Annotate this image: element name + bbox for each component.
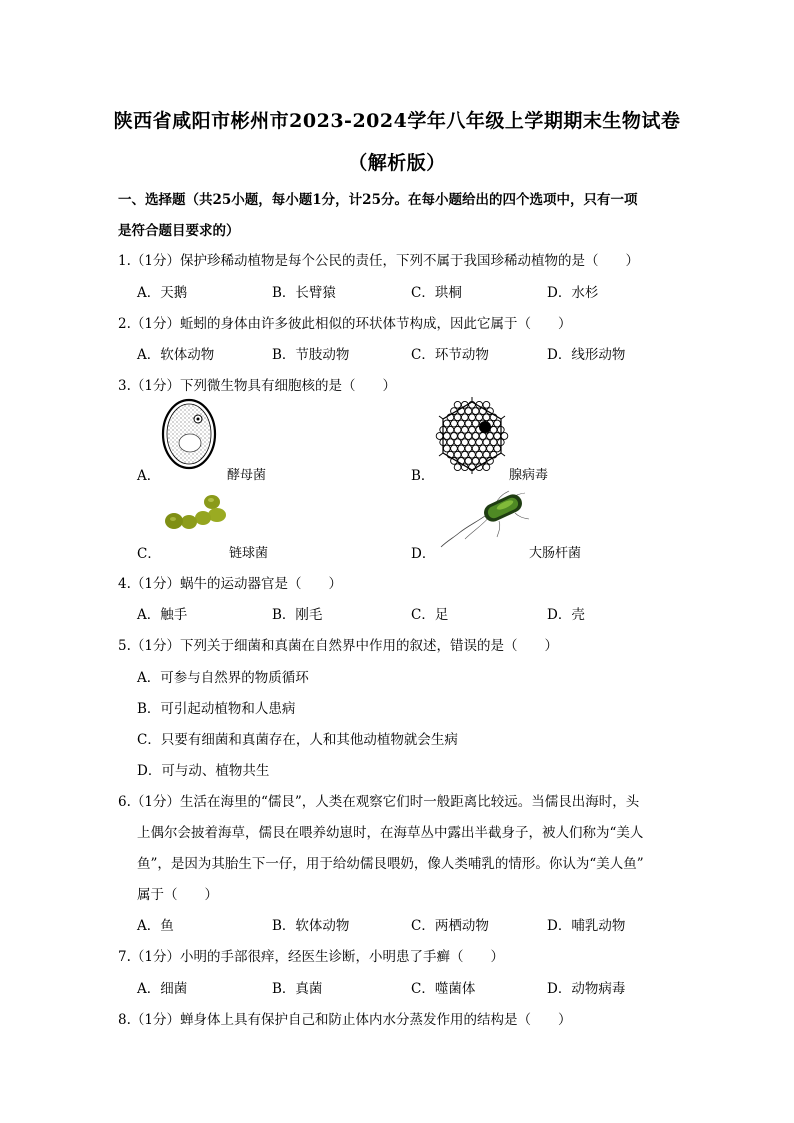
question-5-stem: 5.（1分）下列关于细菌和真菌在自然界中作用的叙述，错误的是（ ） bbox=[118, 638, 558, 654]
question-1-stem: 1.（1分）保护珍稀动植物是每个公民的责任，下列不属于我国珍稀动植物的是（ ） bbox=[118, 253, 639, 269]
q2-option-d[interactable]: D．线形动物 bbox=[547, 347, 626, 363]
capsomere bbox=[461, 451, 468, 458]
capsomere bbox=[436, 433, 443, 440]
q3-option-b[interactable]: B． bbox=[411, 468, 435, 484]
capsomere bbox=[454, 451, 461, 458]
capsomere bbox=[451, 445, 458, 452]
question-3-stem: 3.（1分）下列微生物具有细胞核的是（ ） bbox=[118, 378, 396, 394]
capsomere bbox=[443, 433, 450, 440]
adenovirus-image bbox=[437, 401, 507, 471]
capsomere bbox=[461, 414, 468, 421]
capsomere bbox=[469, 414, 476, 421]
capsomere bbox=[490, 426, 497, 433]
q2-option-c[interactable]: C．环节动物 bbox=[411, 347, 489, 363]
q5-option-a[interactable]: A．可参与自然界的物质循环 bbox=[137, 670, 309, 686]
capsomere bbox=[458, 420, 465, 427]
q5-option-c[interactable]: C．只要有细菌和真菌存在，人和其他动植物就会生病 bbox=[137, 732, 458, 748]
q1-option-b[interactable]: B．长臂猿 bbox=[272, 285, 336, 301]
question-7-stem: 7.（1分）小明的手部很痒，经医生诊断，小明患了手癣（ ） bbox=[118, 949, 504, 965]
q7-option-d[interactable]: D．动物病毒 bbox=[547, 981, 626, 997]
capsomere bbox=[483, 414, 490, 421]
q2-option-b[interactable]: B．节肢动物 bbox=[272, 347, 350, 363]
capsomere bbox=[447, 439, 454, 446]
capsomere bbox=[465, 458, 472, 465]
capsomere bbox=[472, 433, 479, 440]
question-6-stem-line-4: 属于（ ） bbox=[137, 887, 218, 903]
capsomere bbox=[476, 451, 483, 458]
exam-subtitle: （解析版） bbox=[348, 152, 446, 174]
capsomere bbox=[494, 420, 501, 427]
capsomere bbox=[469, 426, 476, 433]
capsomere bbox=[465, 433, 472, 440]
streptococcus-image bbox=[163, 493, 229, 535]
q4-option-c[interactable]: C．足 bbox=[411, 607, 449, 623]
capsomere bbox=[494, 445, 501, 452]
capsomere bbox=[461, 426, 468, 433]
capsomere bbox=[465, 420, 472, 427]
q7-option-c[interactable]: C．噬菌体 bbox=[411, 981, 476, 997]
q7-option-a[interactable]: A．细菌 bbox=[137, 981, 188, 997]
question-6-stem-line-1: 6.（1分）生活在海里的“儒艮”，人类在观察它们时一般距离比较远。当儒艮出海时，头 bbox=[118, 794, 640, 810]
q3-caption-streptococcus: 链球菌 bbox=[229, 546, 269, 561]
question-2-stem: 2.（1分）蚯蚓的身体由许多彼此相似的环状体节构成，因此它属于（ ） bbox=[118, 316, 572, 332]
capsomere bbox=[483, 451, 490, 458]
capsomere bbox=[461, 439, 468, 446]
question-6-stem-line-3: 鱼”，是因为其胎生下一仔，用于给幼儒艮喂奶，像人类哺乳的情形。你认为“美人鱼” bbox=[137, 856, 644, 872]
q6-option-b[interactable]: B．软体动物 bbox=[272, 918, 350, 934]
q4-option-b[interactable]: B．刚毛 bbox=[272, 607, 323, 623]
capsomere bbox=[483, 464, 490, 471]
adenovirus-capsomeres bbox=[436, 401, 508, 470]
capsomere bbox=[458, 445, 465, 452]
q1-option-a[interactable]: A．天鹅 bbox=[137, 285, 188, 301]
question-4-stem: 4.（1分）蜗牛的运动器官是（ ） bbox=[118, 576, 342, 592]
capsomere bbox=[479, 433, 486, 440]
capsomere bbox=[472, 458, 479, 465]
exam-title: 陕西省咸阳市彬州市2023-2024学年八年级上学期期末生物试卷 bbox=[113, 110, 681, 132]
capsomere bbox=[487, 433, 494, 440]
capsomere bbox=[454, 414, 461, 421]
q3-caption-e-coli: 大肠杆菌 bbox=[529, 546, 582, 561]
question-8-stem: 8.（1分）蝉身体上具有保护自己和防止体内水分蒸发作用的结构是（ ） bbox=[118, 1012, 572, 1028]
capsomere bbox=[454, 401, 461, 408]
q6-option-a[interactable]: A．鱼 bbox=[137, 918, 174, 934]
q1-option-d[interactable]: D．水杉 bbox=[547, 285, 599, 301]
capsomere bbox=[476, 439, 483, 446]
capsomere bbox=[469, 451, 476, 458]
question-6-stem-line-2: 上偶尔会披着海草，儒艮在喂养幼崽时，在海草丛中露出半截身子，被人们称为“美人 bbox=[137, 825, 644, 841]
capsomere bbox=[454, 426, 461, 433]
q4-option-a[interactable]: A．触手 bbox=[137, 607, 188, 623]
capsomere bbox=[483, 439, 490, 446]
q3-caption-yeast: 酵母菌 bbox=[227, 468, 267, 483]
q2-option-a[interactable]: A．软体动物 bbox=[137, 347, 215, 363]
capsomere bbox=[451, 420, 458, 427]
q3-caption-adenovirus: 腺病毒 bbox=[509, 468, 549, 483]
capsomere bbox=[487, 445, 494, 452]
capsomere bbox=[465, 445, 472, 452]
capsomere bbox=[454, 439, 461, 446]
q1-option-c[interactable]: C．珙桐 bbox=[411, 285, 462, 301]
q6-option-d[interactable]: D．哺乳动物 bbox=[547, 918, 626, 934]
q3-option-a[interactable]: A． bbox=[137, 468, 161, 484]
capsomere bbox=[483, 401, 490, 408]
section-heading: 一、选择题（共25小题，每小题1分，计25分。在每小题给出的四个选项中，只有一项 bbox=[118, 192, 638, 208]
capsomere bbox=[451, 433, 458, 440]
capsomere bbox=[472, 408, 479, 415]
yeast-image bbox=[160, 397, 218, 471]
capsomere bbox=[494, 433, 501, 440]
capsomere bbox=[501, 433, 508, 440]
capsomere bbox=[443, 420, 450, 427]
capsomere bbox=[472, 445, 479, 452]
q5-option-d[interactable]: D．可与动、植物共生 bbox=[137, 763, 270, 779]
capsomere bbox=[454, 464, 461, 471]
e-coli-image bbox=[439, 491, 531, 549]
capsomere bbox=[476, 414, 483, 421]
section-heading-cont: 是符合题目要求的） bbox=[118, 223, 240, 239]
capsomere bbox=[447, 426, 454, 433]
capsomere bbox=[469, 439, 476, 446]
q6-option-c[interactable]: C．两栖动物 bbox=[411, 918, 489, 934]
capsomere bbox=[443, 445, 450, 452]
q4-option-d[interactable]: D．壳 bbox=[547, 607, 585, 623]
capsomere bbox=[479, 445, 486, 452]
capsomere bbox=[465, 408, 472, 415]
q3-option-d[interactable]: D． bbox=[411, 546, 436, 562]
capsomere bbox=[490, 439, 497, 446]
q7-option-b[interactable]: B．真菌 bbox=[272, 981, 323, 997]
q3-option-c[interactable]: C． bbox=[137, 546, 161, 562]
capsomere bbox=[472, 420, 479, 427]
q5-option-b[interactable]: B．可引起动植物和人患病 bbox=[137, 701, 296, 717]
capsomere bbox=[458, 433, 465, 440]
